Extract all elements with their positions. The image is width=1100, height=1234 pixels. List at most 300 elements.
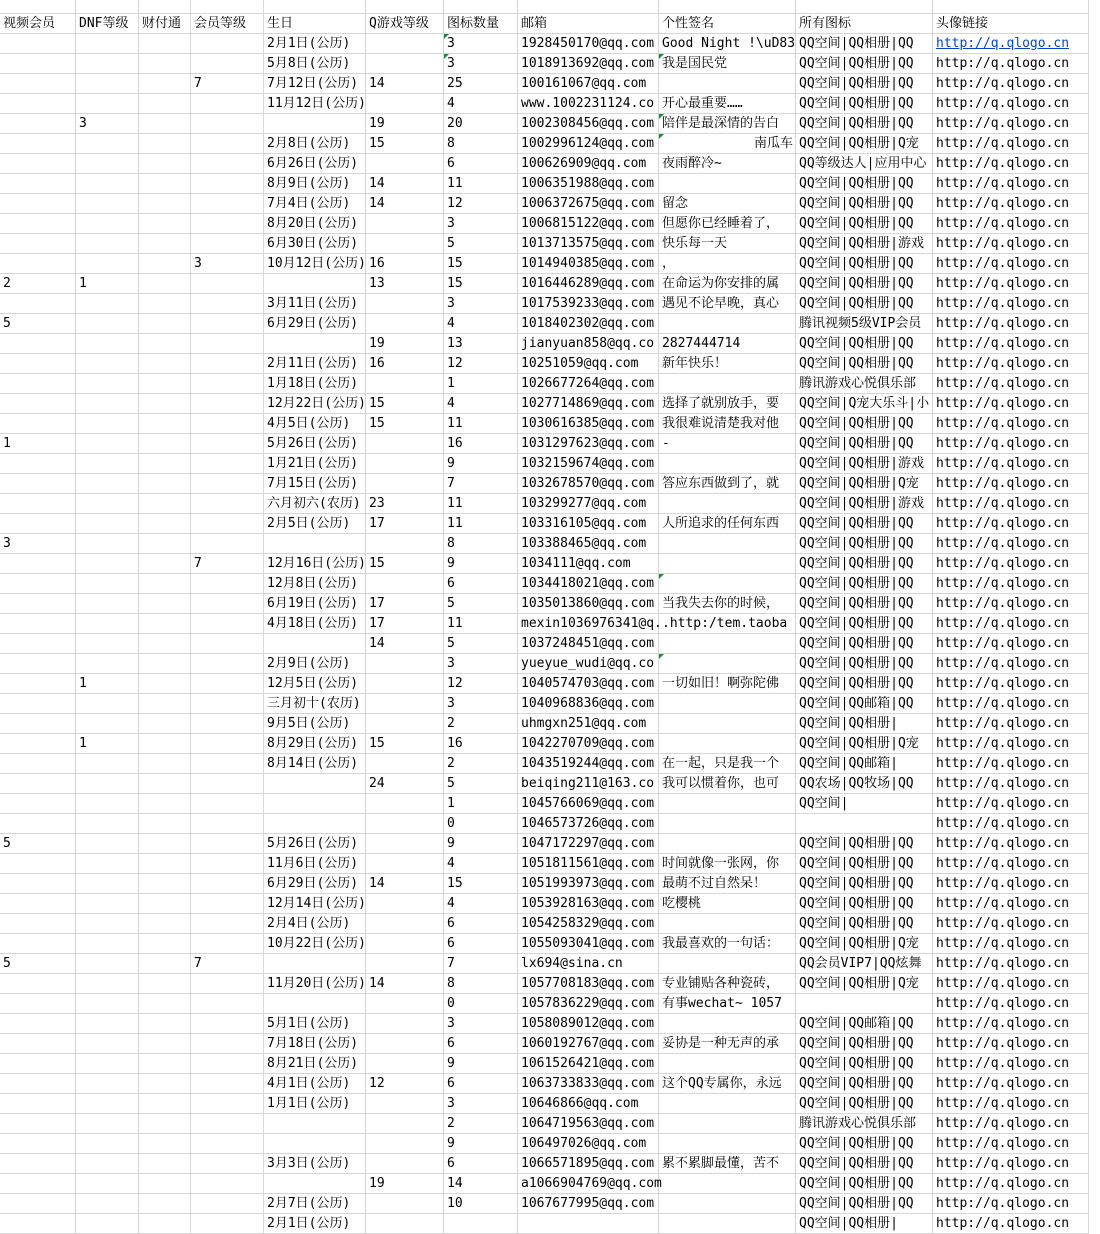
cell-member_level[interactable] bbox=[191, 1154, 264, 1174]
cell-tenpay[interactable] bbox=[139, 194, 191, 214]
cell-tenpay[interactable] bbox=[139, 294, 191, 314]
cell-signature[interactable] bbox=[659, 454, 796, 474]
cell-tenpay[interactable] bbox=[139, 394, 191, 414]
cell-tenpay[interactable] bbox=[139, 1154, 191, 1174]
cell-q_game_level[interactable] bbox=[366, 934, 444, 954]
cell-member_level[interactable] bbox=[191, 394, 264, 414]
cell-icon_count[interactable] bbox=[444, 834, 518, 854]
cell-tenpay[interactable] bbox=[139, 154, 191, 174]
cell-video_vip[interactable] bbox=[0, 174, 76, 194]
cell-video_vip[interactable] bbox=[0, 114, 76, 134]
cell-avatar_link[interactable] bbox=[933, 454, 1089, 474]
cell-all_icons[interactable] bbox=[796, 854, 933, 874]
cell-member_level[interactable] bbox=[191, 514, 264, 534]
cell-dnf_level[interactable] bbox=[76, 1094, 139, 1114]
cell-video_vip[interactable] bbox=[0, 574, 76, 594]
cell-signature[interactable] bbox=[659, 274, 796, 294]
cell-email[interactable] bbox=[518, 414, 659, 434]
cell-birthday[interactable] bbox=[264, 294, 366, 314]
cell-member_level[interactable] bbox=[191, 1174, 264, 1194]
cell-member_level[interactable] bbox=[191, 214, 264, 234]
cell-tenpay[interactable] bbox=[139, 474, 191, 494]
cell-birthday[interactable] bbox=[264, 214, 366, 234]
cell-member_level[interactable] bbox=[191, 994, 264, 1014]
cell-dnf_level[interactable] bbox=[76, 814, 139, 834]
cell-dnf_level[interactable] bbox=[76, 614, 139, 634]
cell-signature[interactable] bbox=[659, 494, 796, 514]
cell-member_level[interactable] bbox=[191, 914, 264, 934]
cell-signature[interactable] bbox=[659, 534, 796, 554]
cell-icon_count[interactable] bbox=[444, 814, 518, 834]
cell-signature[interactable] bbox=[659, 654, 796, 674]
cell-video_vip[interactable] bbox=[0, 314, 76, 334]
cell-birthday[interactable] bbox=[264, 1034, 366, 1054]
cell-icon_count[interactable] bbox=[444, 54, 518, 74]
cell-member_level[interactable] bbox=[191, 134, 264, 154]
cell-q_game_level[interactable] bbox=[366, 634, 444, 654]
cell-email[interactable] bbox=[518, 994, 659, 1014]
cell-tenpay[interactable] bbox=[139, 314, 191, 334]
cell-q_game_level[interactable] bbox=[366, 754, 444, 774]
cell-tenpay[interactable] bbox=[139, 174, 191, 194]
cell-all_icons[interactable] bbox=[796, 114, 933, 134]
cell-icon_count[interactable] bbox=[444, 1174, 518, 1194]
cell-member_level[interactable] bbox=[191, 274, 264, 294]
cell-icon_count[interactable] bbox=[444, 334, 518, 354]
cell-icon_count[interactable] bbox=[444, 1214, 518, 1234]
cell-member_level[interactable] bbox=[191, 954, 264, 974]
cell-dnf_level[interactable] bbox=[76, 654, 139, 674]
cell-email[interactable] bbox=[518, 754, 659, 774]
cell-tenpay[interactable] bbox=[139, 134, 191, 154]
cell-icon_count[interactable] bbox=[444, 154, 518, 174]
cell-avatar_link[interactable] bbox=[933, 34, 1089, 54]
cell-signature[interactable] bbox=[659, 914, 796, 934]
cell-member_level[interactable] bbox=[191, 354, 264, 374]
cell-video_vip[interactable] bbox=[0, 1034, 76, 1054]
cell-icon_count[interactable] bbox=[444, 1134, 518, 1154]
cell-email[interactable] bbox=[518, 1054, 659, 1074]
cell-avatar_link[interactable] bbox=[933, 994, 1089, 1014]
cell-dnf_level[interactable] bbox=[76, 754, 139, 774]
cell-avatar_link[interactable] bbox=[933, 114, 1089, 134]
cell-signature[interactable] bbox=[659, 474, 796, 494]
cell-dnf_level[interactable] bbox=[76, 354, 139, 374]
cell-video_vip[interactable] bbox=[0, 914, 76, 934]
cell-all_icons[interactable] bbox=[796, 1014, 933, 1034]
cell-q_game_level[interactable] bbox=[366, 254, 444, 274]
cell-birthday[interactable] bbox=[264, 434, 366, 454]
cell-dnf_level[interactable] bbox=[76, 1074, 139, 1094]
cell-member_level[interactable] bbox=[191, 54, 264, 74]
cell-email[interactable] bbox=[518, 1114, 659, 1134]
cell-q_game_level[interactable] bbox=[366, 114, 444, 134]
cell-q_game_level[interactable] bbox=[366, 994, 444, 1014]
cell-avatar_link[interactable] bbox=[933, 274, 1089, 294]
cell-avatar_link[interactable] bbox=[933, 1174, 1089, 1194]
cell-video_vip[interactable] bbox=[0, 954, 76, 974]
cell-member_level[interactable] bbox=[191, 94, 264, 114]
cell-birthday[interactable] bbox=[264, 154, 366, 174]
cell-all_icons[interactable] bbox=[796, 1034, 933, 1054]
cell-signature[interactable] bbox=[659, 774, 796, 794]
cell-all_icons[interactable] bbox=[796, 374, 933, 394]
cell-tenpay[interactable] bbox=[139, 854, 191, 874]
cell-signature[interactable] bbox=[659, 934, 796, 954]
cell-email[interactable] bbox=[518, 74, 659, 94]
cell-q_game_level[interactable] bbox=[366, 814, 444, 834]
cell-all_icons[interactable] bbox=[796, 494, 933, 514]
cell-video_vip[interactable] bbox=[0, 594, 76, 614]
cell-signature[interactable] bbox=[659, 1174, 796, 1194]
cell-email[interactable] bbox=[518, 394, 659, 414]
cell-birthday[interactable] bbox=[264, 1094, 366, 1114]
cell-birthday[interactable] bbox=[264, 694, 366, 714]
cell-video_vip[interactable] bbox=[0, 1154, 76, 1174]
cell-video_vip[interactable] bbox=[0, 634, 76, 654]
cell-icon_count[interactable] bbox=[444, 514, 518, 534]
cell-q_game_level[interactable] bbox=[366, 1214, 444, 1234]
cell-dnf_level[interactable] bbox=[76, 194, 139, 214]
cell-birthday[interactable] bbox=[264, 1214, 366, 1234]
cell-dnf_level[interactable] bbox=[76, 994, 139, 1014]
cell-avatar_link[interactable] bbox=[933, 414, 1089, 434]
cell-member_level[interactable] bbox=[191, 334, 264, 354]
cell-signature[interactable] bbox=[659, 894, 796, 914]
cell-avatar_link[interactable] bbox=[933, 674, 1089, 694]
cell-dnf_level[interactable] bbox=[76, 374, 139, 394]
cell-tenpay[interactable] bbox=[139, 754, 191, 774]
cell-dnf_level[interactable] bbox=[76, 434, 139, 454]
cell-member_level[interactable] bbox=[191, 194, 264, 214]
cell-q_game_level[interactable] bbox=[366, 174, 444, 194]
cell-tenpay[interactable] bbox=[139, 534, 191, 554]
cell-email[interactable] bbox=[518, 794, 659, 814]
cell-video_vip[interactable] bbox=[0, 1094, 76, 1114]
cell-video_vip[interactable] bbox=[0, 294, 76, 314]
empty-cell-all_icons[interactable] bbox=[796, 0, 933, 14]
cell-tenpay[interactable] bbox=[139, 1054, 191, 1074]
cell-tenpay[interactable] bbox=[139, 74, 191, 94]
cell-video_vip[interactable] bbox=[0, 534, 76, 554]
cell-tenpay[interactable] bbox=[139, 1214, 191, 1234]
cell-email[interactable] bbox=[518, 214, 659, 234]
cell-birthday[interactable] bbox=[264, 734, 366, 754]
cell-member_level[interactable] bbox=[191, 74, 264, 94]
cell-q_game_level[interactable] bbox=[366, 234, 444, 254]
cell-signature[interactable] bbox=[659, 154, 796, 174]
cell-signature[interactable] bbox=[659, 294, 796, 314]
cell-dnf_level[interactable] bbox=[76, 214, 139, 234]
cell-avatar_link[interactable] bbox=[933, 614, 1089, 634]
cell-avatar_link[interactable] bbox=[933, 534, 1089, 554]
cell-q_game_level[interactable] bbox=[366, 1154, 444, 1174]
cell-icon_count[interactable] bbox=[444, 974, 518, 994]
cell-member_level[interactable] bbox=[191, 674, 264, 694]
cell-tenpay[interactable] bbox=[139, 834, 191, 854]
cell-avatar_link[interactable] bbox=[933, 1034, 1089, 1054]
cell-all_icons[interactable] bbox=[796, 334, 933, 354]
cell-dnf_level[interactable] bbox=[76, 514, 139, 534]
cell-video_vip[interactable] bbox=[0, 414, 76, 434]
cell-q_game_level[interactable] bbox=[366, 1134, 444, 1154]
cell-avatar_link[interactable] bbox=[933, 794, 1089, 814]
cell-video_vip[interactable] bbox=[0, 734, 76, 754]
cell-tenpay[interactable] bbox=[139, 814, 191, 834]
cell-dnf_level[interactable] bbox=[76, 534, 139, 554]
cell-birthday[interactable] bbox=[264, 774, 366, 794]
cell-dnf_level[interactable] bbox=[76, 1014, 139, 1034]
empty-cell-icon_count[interactable] bbox=[444, 0, 518, 14]
empty-cell-video_vip[interactable] bbox=[0, 0, 76, 14]
cell-q_game_level[interactable] bbox=[366, 554, 444, 574]
cell-signature[interactable] bbox=[659, 1214, 796, 1234]
cell-signature[interactable] bbox=[659, 754, 796, 774]
cell-signature[interactable] bbox=[659, 714, 796, 734]
cell-icon_count[interactable] bbox=[444, 754, 518, 774]
cell-signature[interactable] bbox=[659, 994, 796, 1014]
cell-email[interactable] bbox=[518, 614, 662, 634]
cell-video_vip[interactable] bbox=[0, 234, 76, 254]
cell-avatar_link[interactable] bbox=[933, 154, 1089, 174]
cell-all_icons[interactable] bbox=[796, 394, 933, 414]
cell-avatar_link[interactable] bbox=[933, 874, 1089, 894]
cell-q_game_level[interactable] bbox=[366, 374, 444, 394]
header-cell-member_level[interactable]: 会员等级 bbox=[191, 14, 264, 34]
cell-q_game_level[interactable] bbox=[366, 394, 444, 414]
cell-icon_count[interactable] bbox=[444, 1114, 518, 1134]
cell-birthday[interactable] bbox=[264, 394, 366, 414]
cell-tenpay[interactable] bbox=[139, 234, 191, 254]
cell-avatar_link[interactable] bbox=[933, 1194, 1089, 1214]
cell-tenpay[interactable] bbox=[139, 334, 191, 354]
cell-video_vip[interactable] bbox=[0, 654, 76, 674]
cell-avatar_link[interactable] bbox=[933, 334, 1089, 354]
cell-avatar_link[interactable] bbox=[933, 554, 1089, 574]
cell-birthday[interactable] bbox=[264, 134, 366, 154]
cell-q_game_level[interactable] bbox=[366, 1094, 444, 1114]
cell-q_game_level[interactable] bbox=[366, 534, 444, 554]
cell-birthday[interactable] bbox=[264, 954, 366, 974]
cell-email[interactable] bbox=[518, 554, 659, 574]
cell-signature[interactable] bbox=[659, 674, 796, 694]
cell-signature[interactable] bbox=[659, 414, 796, 434]
header-cell-dnf_level[interactable]: DNF等级 bbox=[76, 14, 139, 34]
cell-signature[interactable] bbox=[659, 234, 796, 254]
cell-all_icons[interactable] bbox=[796, 414, 933, 434]
cell-video_vip[interactable] bbox=[0, 454, 76, 474]
cell-q_game_level[interactable] bbox=[366, 94, 444, 114]
cell-signature[interactable] bbox=[659, 114, 796, 134]
cell-all_icons[interactable] bbox=[796, 74, 933, 94]
cell-signature[interactable] bbox=[659, 514, 796, 534]
cell-q_game_level[interactable] bbox=[366, 894, 444, 914]
cell-email[interactable] bbox=[518, 834, 659, 854]
cell-member_level[interactable] bbox=[191, 614, 264, 634]
cell-email[interactable] bbox=[518, 1174, 662, 1194]
cell-dnf_level[interactable] bbox=[76, 834, 139, 854]
cell-email[interactable] bbox=[518, 114, 659, 134]
cell-email[interactable] bbox=[518, 274, 659, 294]
cell-email[interactable] bbox=[518, 34, 659, 54]
cell-tenpay[interactable] bbox=[139, 434, 191, 454]
cell-birthday[interactable] bbox=[264, 1194, 366, 1214]
cell-video_vip[interactable] bbox=[0, 974, 76, 994]
cell-avatar_link[interactable] bbox=[933, 474, 1089, 494]
cell-dnf_level[interactable] bbox=[76, 734, 139, 754]
cell-signature[interactable] bbox=[659, 374, 796, 394]
cell-all_icons[interactable] bbox=[796, 934, 933, 954]
cell-birthday[interactable] bbox=[264, 874, 366, 894]
cell-all_icons[interactable] bbox=[796, 754, 933, 774]
cell-email[interactable] bbox=[518, 1134, 659, 1154]
cell-dnf_level[interactable] bbox=[76, 1034, 139, 1054]
cell-birthday[interactable] bbox=[264, 614, 366, 634]
cell-tenpay[interactable] bbox=[139, 1194, 191, 1214]
cell-all_icons[interactable] bbox=[796, 634, 933, 654]
cell-icon_count[interactable] bbox=[444, 914, 518, 934]
cell-email[interactable] bbox=[518, 914, 659, 934]
cell-member_level[interactable] bbox=[191, 774, 264, 794]
cell-email[interactable] bbox=[518, 54, 659, 74]
cell-email[interactable] bbox=[518, 854, 659, 874]
cell-email[interactable] bbox=[518, 1014, 659, 1034]
cell-q_game_level[interactable] bbox=[366, 1074, 444, 1094]
cell-tenpay[interactable] bbox=[139, 274, 191, 294]
cell-email[interactable] bbox=[518, 354, 659, 374]
cell-video_vip[interactable] bbox=[0, 94, 76, 114]
cell-dnf_level[interactable] bbox=[76, 554, 139, 574]
cell-birthday[interactable] bbox=[264, 74, 366, 94]
cell-member_level[interactable] bbox=[191, 574, 264, 594]
cell-all_icons[interactable] bbox=[796, 434, 933, 454]
cell-email[interactable] bbox=[518, 934, 659, 954]
cell-dnf_level[interactable] bbox=[76, 974, 139, 994]
cell-all_icons[interactable] bbox=[796, 34, 933, 54]
cell-video_vip[interactable] bbox=[0, 894, 76, 914]
cell-dnf_level[interactable] bbox=[76, 674, 139, 694]
cell-tenpay[interactable] bbox=[139, 934, 191, 954]
cell-birthday[interactable] bbox=[264, 314, 366, 334]
cell-all_icons[interactable] bbox=[796, 814, 933, 834]
cell-member_level[interactable] bbox=[191, 114, 264, 134]
cell-email[interactable] bbox=[518, 194, 659, 214]
cell-q_game_level[interactable] bbox=[366, 574, 444, 594]
empty-cell-q_game_level[interactable] bbox=[366, 0, 444, 14]
cell-q_game_level[interactable] bbox=[366, 1014, 444, 1034]
cell-icon_count[interactable] bbox=[444, 274, 518, 294]
cell-all_icons[interactable] bbox=[796, 834, 933, 854]
cell-dnf_level[interactable] bbox=[76, 794, 139, 814]
cell-video_vip[interactable] bbox=[0, 154, 76, 174]
cell-tenpay[interactable] bbox=[139, 1074, 191, 1094]
cell-tenpay[interactable] bbox=[139, 894, 191, 914]
cell-tenpay[interactable] bbox=[139, 694, 191, 714]
cell-birthday[interactable] bbox=[264, 454, 366, 474]
cell-all_icons[interactable] bbox=[796, 1134, 933, 1154]
cell-email[interactable] bbox=[518, 94, 659, 114]
cell-member_level[interactable] bbox=[191, 414, 264, 434]
cell-dnf_level[interactable] bbox=[76, 1214, 139, 1234]
cell-signature[interactable] bbox=[659, 954, 796, 974]
cell-all_icons[interactable] bbox=[796, 514, 933, 534]
cell-member_level[interactable] bbox=[191, 454, 264, 474]
cell-all_icons[interactable] bbox=[796, 994, 933, 1014]
cell-member_level[interactable] bbox=[191, 974, 264, 994]
cell-member_level[interactable] bbox=[191, 714, 264, 734]
cell-tenpay[interactable] bbox=[139, 514, 191, 534]
cell-avatar_link[interactable] bbox=[933, 894, 1089, 914]
cell-video_vip[interactable] bbox=[0, 754, 76, 774]
cell-signature[interactable] bbox=[659, 794, 796, 814]
cell-member_level[interactable] bbox=[191, 1034, 264, 1054]
cell-signature[interactable] bbox=[659, 974, 796, 994]
cell-birthday[interactable] bbox=[264, 574, 366, 594]
cell-email[interactable] bbox=[518, 674, 659, 694]
cell-video_vip[interactable] bbox=[0, 554, 76, 574]
cell-icon_count[interactable] bbox=[444, 794, 518, 814]
cell-birthday[interactable] bbox=[264, 234, 366, 254]
cell-birthday[interactable] bbox=[264, 194, 366, 214]
cell-birthday[interactable] bbox=[264, 1014, 366, 1034]
cell-all_icons[interactable] bbox=[796, 1074, 933, 1094]
empty-cell-tenpay[interactable] bbox=[139, 0, 191, 14]
cell-member_level[interactable] bbox=[191, 1054, 264, 1074]
cell-all_icons[interactable] bbox=[796, 594, 933, 614]
cell-avatar_link[interactable] bbox=[933, 494, 1089, 514]
cell-dnf_level[interactable] bbox=[76, 1194, 139, 1214]
cell-all_icons[interactable] bbox=[796, 174, 933, 194]
cell-email[interactable] bbox=[518, 514, 659, 534]
cell-birthday[interactable] bbox=[264, 634, 366, 654]
cell-email[interactable] bbox=[518, 434, 659, 454]
cell-tenpay[interactable] bbox=[139, 874, 191, 894]
cell-dnf_level[interactable] bbox=[76, 934, 139, 954]
cell-all_icons[interactable] bbox=[796, 234, 933, 254]
cell-dnf_level[interactable] bbox=[76, 274, 139, 294]
cell-tenpay[interactable] bbox=[139, 254, 191, 274]
cell-email[interactable] bbox=[518, 134, 659, 154]
cell-tenpay[interactable] bbox=[139, 954, 191, 974]
cell-q_game_level[interactable] bbox=[366, 34, 444, 54]
avatar-hyperlink[interactable]: http://q.qlogo.cn bbox=[936, 36, 1070, 51]
header-cell-tenpay[interactable]: 财付通 bbox=[139, 14, 191, 34]
cell-avatar_link[interactable] bbox=[933, 1014, 1089, 1034]
cell-q_game_level[interactable] bbox=[366, 414, 444, 434]
cell-q_game_level[interactable] bbox=[366, 734, 444, 754]
cell-all_icons[interactable] bbox=[796, 214, 933, 234]
cell-icon_count[interactable] bbox=[444, 1074, 518, 1094]
cell-signature[interactable] bbox=[659, 574, 796, 594]
cell-video_vip[interactable] bbox=[0, 874, 76, 894]
cell-icon_count[interactable] bbox=[444, 1054, 518, 1074]
cell-dnf_level[interactable] bbox=[76, 1054, 139, 1074]
cell-avatar_link[interactable] bbox=[933, 1074, 1089, 1094]
cell-video_vip[interactable] bbox=[0, 254, 76, 274]
cell-video_vip[interactable] bbox=[0, 434, 76, 454]
cell-all_icons[interactable] bbox=[796, 874, 933, 894]
cell-avatar_link[interactable] bbox=[933, 514, 1089, 534]
cell-birthday[interactable] bbox=[264, 1174, 366, 1194]
cell-all_icons[interactable] bbox=[796, 794, 933, 814]
cell-email[interactable] bbox=[518, 1214, 659, 1234]
cell-all_icons[interactable] bbox=[796, 734, 933, 754]
cell-all_icons[interactable] bbox=[796, 194, 933, 214]
cell-email[interactable] bbox=[518, 974, 659, 994]
cell-avatar_link[interactable] bbox=[933, 734, 1089, 754]
cell-q_game_level[interactable] bbox=[366, 494, 444, 514]
cell-all_icons[interactable] bbox=[796, 1094, 933, 1114]
